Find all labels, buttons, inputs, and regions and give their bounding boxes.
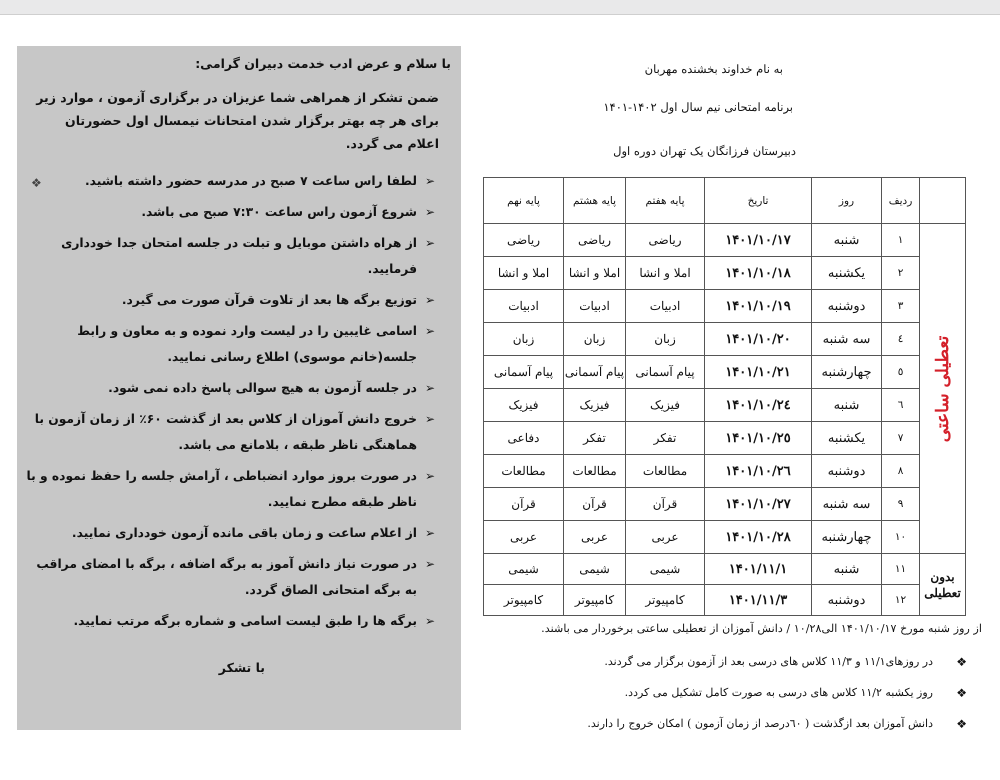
row-date: ۱۴۰۱/۱۰/۲۱: [705, 356, 812, 389]
flower-icon: ❖: [31, 176, 42, 190]
list-item: [25, 168, 435, 194]
row-day: سه شنبه: [812, 488, 882, 521]
row-grade7: ادبیات: [626, 290, 705, 323]
list-item: [25, 318, 435, 370]
row-day: یکشنبه: [812, 422, 882, 455]
row-date: ۱۴۰۱/۱۰/۲۷: [705, 488, 812, 521]
row-grade9: پیام آسمانی: [484, 356, 564, 389]
table-row: [484, 521, 966, 554]
arrow-bullet-icon: ➢: [424, 205, 435, 219]
list-item: [25, 199, 435, 225]
bullet-text: در صورت بروز موارد انضباطی ، آرامش جلسه را حفظ نموده و با ناظر طبقه مطرح نمایید.: [26, 469, 417, 509]
table-row: [484, 422, 966, 455]
program-title: برنامه امتحانی نیم سال اول ۱۴۰۲-۱۴۰۱: [603, 100, 793, 114]
list-item: [25, 463, 435, 515]
row-grade9: قرآن: [484, 488, 564, 521]
table-row: [484, 356, 966, 389]
row-number: ۲: [882, 257, 920, 290]
list-item: [25, 375, 435, 401]
table-row: [484, 455, 966, 488]
row-grade8: قرآن: [564, 488, 626, 521]
row-day: شنبه: [812, 224, 882, 257]
list-item: [25, 520, 435, 546]
row-date: ۱۴۰۱/۱۰/۲۰: [705, 323, 812, 356]
table-row: [484, 389, 966, 422]
row-day: چهارشنبه: [812, 521, 882, 554]
row-date: ۱۴۰۱/۱۰/۲٥: [705, 422, 812, 455]
arrow-bullet-icon: ➢: [424, 614, 435, 628]
school-name: دبیرستان فرزانگان یک تهران دوره اول: [613, 144, 796, 158]
row-number: ۱: [882, 224, 920, 257]
letter-greeting: با سلام و عرض ادب خدمت دبیران گرامی:: [195, 56, 451, 71]
bullet-text: برگه ها را طبق لیست اسامی و شماره برگه مرتب نمایید.: [73, 614, 417, 628]
header-radif: ردیف: [882, 178, 920, 224]
no-holiday-cell: [920, 554, 966, 616]
top-divider: [0, 14, 1000, 15]
hourly-holiday-cell: [920, 224, 966, 554]
row-grade9: ریاضی: [484, 224, 564, 257]
row-day: شنبه: [812, 389, 882, 422]
note-text: در روزهای۱۱/۱ و ۱۱/۳ کلاس های درسی بعد از آزمون برگزار می گردند.: [604, 655, 933, 668]
row-number: ۷: [882, 422, 920, 455]
row-number: ۹: [882, 488, 920, 521]
row-grade8: کامپیوتر: [564, 585, 626, 616]
bullet-text: شروع آزمون راس ساعت ۷:۳۰ صبح می باشد.: [141, 205, 417, 219]
row-date: ۱۴۰۱/۱۰/۱۹: [705, 290, 812, 323]
row-grade8: شیمی: [564, 554, 626, 585]
row-grade7: املا و انشا: [626, 257, 705, 290]
teacher-letter-panel: [17, 46, 461, 730]
list-item: [505, 683, 967, 714]
note-text: دانش آموزان بعد ازگذشت ( ٦۰درصد از زمان آزمون ) امکان خروج را دارند.: [587, 717, 933, 730]
bullet-text: در صورت نیاز دانش آموز به برگه اضافه ، برگه با امضای مراقب به برگه امتحانی الصاق گردد.: [36, 557, 417, 597]
no-holiday-line1: بدون: [930, 569, 955, 584]
header-day: روز: [812, 178, 882, 224]
row-number: ۸: [882, 455, 920, 488]
table-row: [484, 585, 966, 616]
list-item: [25, 551, 435, 603]
no-holiday-line2: تعطیلی: [924, 585, 961, 600]
row-grade8: املا و انشا: [564, 257, 626, 290]
row-grade9: دفاعی: [484, 422, 564, 455]
row-number: ٥: [882, 356, 920, 389]
row-number: ۳: [882, 290, 920, 323]
row-number: ۱۰: [882, 521, 920, 554]
row-grade9: عربی: [484, 521, 564, 554]
row-day: دوشنبه: [812, 290, 882, 323]
list-item: [25, 406, 435, 458]
row-grade9: ادبیات: [484, 290, 564, 323]
row-grade7: ریاضی: [626, 224, 705, 257]
row-date: ۱۴۰۱/۱۱/۱: [705, 554, 812, 585]
row-grade7: شیمی: [626, 554, 705, 585]
row-day: شنبه: [812, 554, 882, 585]
row-day: سه شنبه: [812, 323, 882, 356]
row-grade8: ریاضی: [564, 224, 626, 257]
list-item: [25, 608, 435, 634]
table-row: [484, 257, 966, 290]
bullet-text: از هراه داشتن موبایل و تبلت در جلسه امتحان جدا خودداری فرمایید.: [61, 236, 417, 276]
row-grade7: قرآن: [626, 488, 705, 521]
row-grade8: فیزیک: [564, 389, 626, 422]
top-toolbar-strip: [0, 0, 1000, 14]
arrow-bullet-icon: ➢: [424, 174, 435, 188]
row-day: چهارشنبه: [812, 356, 882, 389]
row-grade8: تفکر: [564, 422, 626, 455]
row-grade7: فیزیک: [626, 389, 705, 422]
row-day: دوشنبه: [812, 455, 882, 488]
arrow-bullet-icon: ➢: [424, 557, 435, 571]
row-date: ۱۴۰۱/۱۱/۳: [705, 585, 812, 616]
arrow-bullet-icon: ➢: [424, 236, 435, 250]
row-grade7: عربی: [626, 521, 705, 554]
list-item: [505, 652, 967, 683]
row-date: ۱۴۰۱/۱۰/۲٤: [705, 389, 812, 422]
bullet-text: در جلسه آزمون به هیچ سوالی پاسخ داده نمی شود.: [108, 381, 417, 395]
hourly-holiday-note: از روز شنبه مورخ ۱۴۰۱/۱۰/۱۷ الی۱۰/۲۸ / دانش آموزان از تعطیلی ساعتی برخوردار می باشند.: [541, 622, 982, 635]
bullet-text: اسامی غایبین را در لیست وارد نموده و به معاون و رابط جلسه(خانم موسوی) اطلاع رسانی نمایید.: [77, 324, 417, 364]
row-day: یکشنبه: [812, 257, 882, 290]
header-grade9: پایه نهم: [484, 178, 564, 224]
exam-schedule-table: [483, 177, 966, 616]
notes-list: [505, 652, 967, 745]
bullet-text: توزیع برگه ها بعد از تلاوت قرآن صورت می گیرد.: [121, 293, 417, 307]
table-row: [484, 554, 966, 585]
arrow-bullet-icon: ➢: [424, 293, 435, 307]
bullet-text: لطفا راس ساعت ۷ صبح در مدرسه حضور داشته باشید.: [85, 174, 417, 188]
row-number: ٦: [882, 389, 920, 422]
header-date: تاریخ: [705, 178, 812, 224]
arrow-bullet-icon: ➢: [424, 381, 435, 395]
list-item: [505, 714, 967, 745]
row-date: ۱۴۰۱/۱۰/۱۷: [705, 224, 812, 257]
row-grade9: املا و انشا: [484, 257, 564, 290]
table-header-row: [484, 178, 966, 224]
row-grade7: کامپیوتر: [626, 585, 705, 616]
header-grade7: پایه هفتم: [626, 178, 705, 224]
hourly-holiday-label: تعطیلی ساعتی: [932, 335, 953, 442]
note-text: روز یکشبه ۱۱/۲ کلاس های درسی به صورت کامل تشکیل می کردد.: [624, 686, 933, 699]
row-grade9: مطالعات: [484, 455, 564, 488]
diamond-bullet-icon: ❖: [956, 686, 967, 700]
row-day: دوشنبه: [812, 585, 882, 616]
table-row: [484, 290, 966, 323]
table-row: [484, 488, 966, 521]
bullet-text: از اعلام ساعت و زمان باقی مانده آزمون خودداری نمایید.: [71, 526, 417, 540]
arrow-bullet-icon: ➢: [424, 469, 435, 483]
diamond-bullet-icon: ❖: [956, 717, 967, 731]
row-grade7: تفکر: [626, 422, 705, 455]
row-grade8: مطالعات: [564, 455, 626, 488]
table-row: [484, 224, 966, 257]
arrow-bullet-icon: ➢: [424, 412, 435, 426]
row-date: ۱۴۰۱/۱۰/۱۸: [705, 257, 812, 290]
row-grade9: زبان: [484, 323, 564, 356]
row-date: ۱۴۰۱/۱۰/۲٦: [705, 455, 812, 488]
row-grade7: زبان: [626, 323, 705, 356]
row-grade8: زبان: [564, 323, 626, 356]
letter-intro: ضمن تشکر از همراهی شما عزیزان در برگزاری آزمون ، موارد زیر برای هر چه بهتر برگزار شدن امتحانات نیمسال اول حضورتان اعلام می گردد.: [36, 90, 439, 151]
row-grade9: کامپیوتر: [484, 585, 564, 616]
row-grade8: ادبیات: [564, 290, 626, 323]
row-grade9: فیزیک: [484, 389, 564, 422]
letter-bullet-list: [25, 168, 435, 639]
arrow-bullet-icon: ➢: [424, 526, 435, 540]
header-holiday-blank: [920, 178, 966, 224]
row-grade8: عربی: [564, 521, 626, 554]
row-grade9: شیمی: [484, 554, 564, 585]
row-grade7: پیام آسمانی: [626, 356, 705, 389]
bullet-text: خروج دانش آموزان از کلاس بعد از گذشت ۶۰٪ از زمان آزمون با هماهنگی ناظر طبقه ، بلامانع می باشد.: [34, 412, 417, 452]
row-grade7: مطالعات: [626, 455, 705, 488]
row-grade8: پیام آسمانی: [564, 356, 626, 389]
table-row: [484, 323, 966, 356]
basmala-heading: به نام خداوند بخشنده مهربان: [644, 62, 783, 76]
row-date: ۱۴۰۱/۱۰/۲۸: [705, 521, 812, 554]
header-grade8: پایه هشتم: [564, 178, 626, 224]
list-item: [25, 287, 435, 313]
row-number: ۱۱: [882, 554, 920, 585]
letter-thanks: با تشکر: [218, 660, 265, 675]
list-item: [25, 230, 435, 282]
row-number: ۱۲: [882, 585, 920, 616]
arrow-bullet-icon: ➢: [424, 324, 435, 338]
row-number: ٤: [882, 323, 920, 356]
diamond-bullet-icon: ❖: [956, 655, 967, 669]
